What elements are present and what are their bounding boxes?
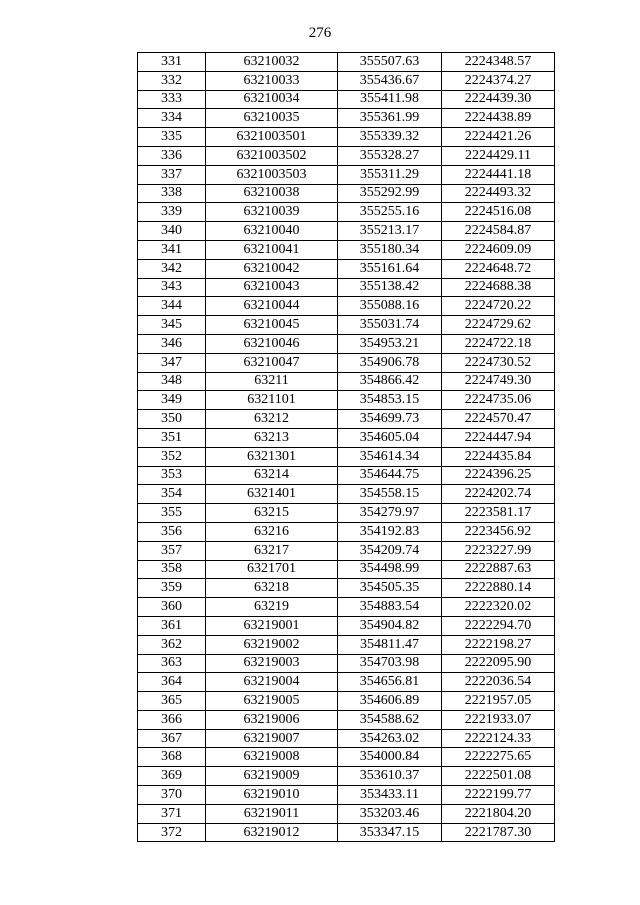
point-id-cell: 63210040 <box>206 222 338 241</box>
y-coordinate-cell: 2224348.57 <box>442 53 555 72</box>
x-coordinate-cell: 354866.42 <box>338 372 442 391</box>
point-id-cell: 63210038 <box>206 184 338 203</box>
row-number-cell: 331 <box>138 53 206 72</box>
point-id-cell: 63210043 <box>206 278 338 297</box>
row-number-cell: 340 <box>138 222 206 241</box>
table-row <box>138 259 555 278</box>
x-coordinate-cell: 355138.42 <box>338 278 442 297</box>
row-number-cell: 346 <box>138 334 206 353</box>
point-id-cell: 63219001 <box>206 616 338 635</box>
row-number-cell: 349 <box>138 391 206 410</box>
y-coordinate-cell: 2224396.25 <box>442 466 555 485</box>
table-row <box>138 710 555 729</box>
y-coordinate-cell: 2224441.18 <box>442 165 555 184</box>
point-id-cell: 6321401 <box>206 485 338 504</box>
point-id-cell: 63210044 <box>206 297 338 316</box>
row-number-cell: 335 <box>138 128 206 147</box>
x-coordinate-cell: 354209.74 <box>338 541 442 560</box>
row-number-cell: 371 <box>138 804 206 823</box>
row-number-cell: 347 <box>138 353 206 372</box>
table-row <box>138 654 555 673</box>
point-id-cell: 63219 <box>206 598 338 617</box>
x-coordinate-cell: 354498.99 <box>338 560 442 579</box>
point-id-cell: 6321003502 <box>206 146 338 165</box>
row-number-cell: 334 <box>138 109 206 128</box>
row-number-cell: 342 <box>138 259 206 278</box>
point-id-cell: 6321301 <box>206 447 338 466</box>
x-coordinate-cell: 354263.02 <box>338 729 442 748</box>
table-row <box>138 334 555 353</box>
x-coordinate-cell: 355436.67 <box>338 71 442 90</box>
x-coordinate-cell: 354614.34 <box>338 447 442 466</box>
row-number-cell: 351 <box>138 428 206 447</box>
row-number-cell: 366 <box>138 710 206 729</box>
y-coordinate-cell: 2224438.89 <box>442 109 555 128</box>
y-coordinate-cell: 2224729.62 <box>442 316 555 335</box>
x-coordinate-cell: 355292.99 <box>338 184 442 203</box>
point-id-cell: 63210046 <box>206 334 338 353</box>
y-coordinate-cell: 2224516.08 <box>442 203 555 222</box>
table-row <box>138 109 555 128</box>
table-row <box>138 391 555 410</box>
point-id-cell: 63219009 <box>206 767 338 786</box>
row-number-cell: 364 <box>138 673 206 692</box>
y-coordinate-cell: 2223456.92 <box>442 522 555 541</box>
x-coordinate-cell: 355088.16 <box>338 297 442 316</box>
row-number-cell: 345 <box>138 316 206 335</box>
table-row <box>138 786 555 805</box>
row-number-cell: 372 <box>138 823 206 842</box>
point-id-cell: 63219002 <box>206 635 338 654</box>
x-coordinate-cell: 354588.62 <box>338 710 442 729</box>
y-coordinate-cell: 2224435.84 <box>442 447 555 466</box>
table-row <box>138 485 555 504</box>
row-number-cell: 332 <box>138 71 206 90</box>
x-coordinate-cell: 353203.46 <box>338 804 442 823</box>
page-number: 276 <box>308 25 332 41</box>
table-row <box>138 616 555 635</box>
y-coordinate-cell: 2221787.30 <box>442 823 555 842</box>
x-coordinate-cell: 354505.35 <box>338 579 442 598</box>
y-coordinate-cell: 2224749.30 <box>442 372 555 391</box>
row-number-cell: 341 <box>138 240 206 259</box>
row-number-cell: 360 <box>138 598 206 617</box>
point-id-cell: 63219007 <box>206 729 338 748</box>
x-coordinate-cell: 354192.83 <box>338 522 442 541</box>
x-coordinate-cell: 354953.21 <box>338 334 442 353</box>
x-coordinate-cell: 354279.97 <box>338 504 442 523</box>
x-coordinate-cell: 354558.15 <box>338 485 442 504</box>
point-id-cell: 63213 <box>206 428 338 447</box>
x-coordinate-cell: 353347.15 <box>338 823 442 842</box>
table-row <box>138 729 555 748</box>
point-id-cell: 63210042 <box>206 259 338 278</box>
y-coordinate-cell: 2224202.74 <box>442 485 555 504</box>
table-row <box>138 128 555 147</box>
x-coordinate-cell: 355328.27 <box>338 146 442 165</box>
x-coordinate-cell: 354906.78 <box>338 353 442 372</box>
point-id-cell: 6321003501 <box>206 128 338 147</box>
row-number-cell: 344 <box>138 297 206 316</box>
row-number-cell: 336 <box>138 146 206 165</box>
row-number-cell: 362 <box>138 635 206 654</box>
table-row <box>138 522 555 541</box>
row-number-cell: 355 <box>138 504 206 523</box>
row-number-cell: 348 <box>138 372 206 391</box>
point-id-cell: 63219008 <box>206 748 338 767</box>
y-coordinate-cell: 2224584.87 <box>442 222 555 241</box>
y-coordinate-cell: 2222198.27 <box>442 635 555 654</box>
y-coordinate-cell: 2224570.47 <box>442 410 555 429</box>
y-coordinate-cell: 2223581.17 <box>442 504 555 523</box>
y-coordinate-cell: 2222124.33 <box>442 729 555 748</box>
point-id-cell: 63210045 <box>206 316 338 335</box>
row-number-cell: 370 <box>138 786 206 805</box>
row-number-cell: 367 <box>138 729 206 748</box>
row-number-cell: 365 <box>138 692 206 711</box>
y-coordinate-cell: 2224688.38 <box>442 278 555 297</box>
row-number-cell: 358 <box>138 560 206 579</box>
point-id-cell: 63219004 <box>206 673 338 692</box>
y-coordinate-cell: 2221804.20 <box>442 804 555 823</box>
point-id-cell: 63210032 <box>206 53 338 72</box>
table-row <box>138 165 555 184</box>
point-id-cell: 63210034 <box>206 90 338 109</box>
table-row <box>138 240 555 259</box>
y-coordinate-cell: 2222880.14 <box>442 579 555 598</box>
point-id-cell: 63210047 <box>206 353 338 372</box>
y-coordinate-cell: 2224429.11 <box>442 146 555 165</box>
table-row <box>138 53 555 72</box>
y-coordinate-cell: 2222095.90 <box>442 654 555 673</box>
row-number-cell: 337 <box>138 165 206 184</box>
x-coordinate-cell: 355255.16 <box>338 203 442 222</box>
y-coordinate-cell: 2224735.06 <box>442 391 555 410</box>
row-number-cell: 333 <box>138 90 206 109</box>
point-id-cell: 63210033 <box>206 71 338 90</box>
point-id-cell: 63219012 <box>206 823 338 842</box>
row-number-cell: 352 <box>138 447 206 466</box>
point-id-cell: 63210035 <box>206 109 338 128</box>
table-row <box>138 673 555 692</box>
point-id-cell: 63216 <box>206 522 338 541</box>
x-coordinate-cell: 354811.47 <box>338 635 442 654</box>
point-id-cell: 63219005 <box>206 692 338 711</box>
table-row <box>138 184 555 203</box>
y-coordinate-cell: 2222294.70 <box>442 616 555 635</box>
x-coordinate-cell: 353433.11 <box>338 786 442 805</box>
y-coordinate-cell: 2222199.77 <box>442 786 555 805</box>
point-id-cell: 6321101 <box>206 391 338 410</box>
point-id-cell: 63210039 <box>206 203 338 222</box>
x-coordinate-cell: 355339.32 <box>338 128 442 147</box>
table-row <box>138 598 555 617</box>
y-coordinate-cell: 2224609.09 <box>442 240 555 259</box>
table-row <box>138 804 555 823</box>
table-row <box>138 579 555 598</box>
x-coordinate-cell: 354703.98 <box>338 654 442 673</box>
coordinates-table-body <box>138 53 555 842</box>
table-row <box>138 353 555 372</box>
x-coordinate-cell: 354605.04 <box>338 428 442 447</box>
table-row <box>138 428 555 447</box>
y-coordinate-cell: 2224439.30 <box>442 90 555 109</box>
y-coordinate-cell: 2224374.27 <box>442 71 555 90</box>
table-row <box>138 541 555 560</box>
x-coordinate-cell: 354606.89 <box>338 692 442 711</box>
table-row <box>138 447 555 466</box>
table-row <box>138 372 555 391</box>
point-id-cell: 63215 <box>206 504 338 523</box>
point-id-cell: 63219010 <box>206 786 338 805</box>
x-coordinate-cell: 354644.75 <box>338 466 442 485</box>
table-row <box>138 410 555 429</box>
y-coordinate-cell: 2222501.08 <box>442 767 555 786</box>
table-row <box>138 560 555 579</box>
y-coordinate-cell: 2221933.07 <box>442 710 555 729</box>
x-coordinate-cell: 355180.34 <box>338 240 442 259</box>
x-coordinate-cell: 355311.29 <box>338 165 442 184</box>
table-row <box>138 297 555 316</box>
x-coordinate-cell: 355411.98 <box>338 90 442 109</box>
row-number-cell: 359 <box>138 579 206 598</box>
y-coordinate-cell: 2222887.63 <box>442 560 555 579</box>
point-id-cell: 63217 <box>206 541 338 560</box>
x-coordinate-cell: 354904.82 <box>338 616 442 635</box>
table-row <box>138 316 555 335</box>
x-coordinate-cell: 355213.17 <box>338 222 442 241</box>
row-number-cell: 343 <box>138 278 206 297</box>
point-id-cell: 63219003 <box>206 654 338 673</box>
point-id-cell: 63214 <box>206 466 338 485</box>
point-id-cell: 63218 <box>206 579 338 598</box>
y-coordinate-cell: 2224447.94 <box>442 428 555 447</box>
y-coordinate-cell: 2224493.32 <box>442 184 555 203</box>
y-coordinate-cell: 2222036.54 <box>442 673 555 692</box>
x-coordinate-cell: 354000.84 <box>338 748 442 767</box>
row-number-cell: 353 <box>138 466 206 485</box>
y-coordinate-cell: 2224421.26 <box>442 128 555 147</box>
y-coordinate-cell: 2224648.72 <box>442 259 555 278</box>
y-coordinate-cell: 2224722.18 <box>442 334 555 353</box>
table-row <box>138 146 555 165</box>
table-row <box>138 767 555 786</box>
table-row <box>138 278 555 297</box>
x-coordinate-cell: 355361.99 <box>338 109 442 128</box>
y-coordinate-cell: 2224720.22 <box>442 297 555 316</box>
row-number-cell: 363 <box>138 654 206 673</box>
row-number-cell: 361 <box>138 616 206 635</box>
table-row <box>138 90 555 109</box>
table-row <box>138 692 555 711</box>
x-coordinate-cell: 353610.37 <box>338 767 442 786</box>
table-row <box>138 466 555 485</box>
x-coordinate-cell: 355161.64 <box>338 259 442 278</box>
table-row <box>138 635 555 654</box>
point-id-cell: 63211 <box>206 372 338 391</box>
x-coordinate-cell: 355031.74 <box>338 316 442 335</box>
row-number-cell: 339 <box>138 203 206 222</box>
point-id-cell: 63219011 <box>206 804 338 823</box>
y-coordinate-cell: 2222320.02 <box>442 598 555 617</box>
coordinates-table <box>137 52 555 842</box>
table-row <box>138 203 555 222</box>
table-row <box>138 71 555 90</box>
table-row <box>138 222 555 241</box>
x-coordinate-cell: 355507.63 <box>338 53 442 72</box>
x-coordinate-cell: 354883.54 <box>338 598 442 617</box>
table-row <box>138 504 555 523</box>
table-row <box>138 823 555 842</box>
row-number-cell: 357 <box>138 541 206 560</box>
row-number-cell: 356 <box>138 522 206 541</box>
point-id-cell: 6321003503 <box>206 165 338 184</box>
y-coordinate-cell: 2224730.52 <box>442 353 555 372</box>
x-coordinate-cell: 354656.81 <box>338 673 442 692</box>
row-number-cell: 350 <box>138 410 206 429</box>
point-id-cell: 63212 <box>206 410 338 429</box>
row-number-cell: 354 <box>138 485 206 504</box>
row-number-cell: 338 <box>138 184 206 203</box>
point-id-cell: 6321701 <box>206 560 338 579</box>
row-number-cell: 368 <box>138 748 206 767</box>
x-coordinate-cell: 354853.15 <box>338 391 442 410</box>
y-coordinate-cell: 2221957.05 <box>442 692 555 711</box>
x-coordinate-cell: 354699.73 <box>338 410 442 429</box>
table-row <box>138 748 555 767</box>
y-coordinate-cell: 2223227.99 <box>442 541 555 560</box>
row-number-cell: 369 <box>138 767 206 786</box>
point-id-cell: 63219006 <box>206 710 338 729</box>
point-id-cell: 63210041 <box>206 240 338 259</box>
y-coordinate-cell: 2222275.65 <box>442 748 555 767</box>
